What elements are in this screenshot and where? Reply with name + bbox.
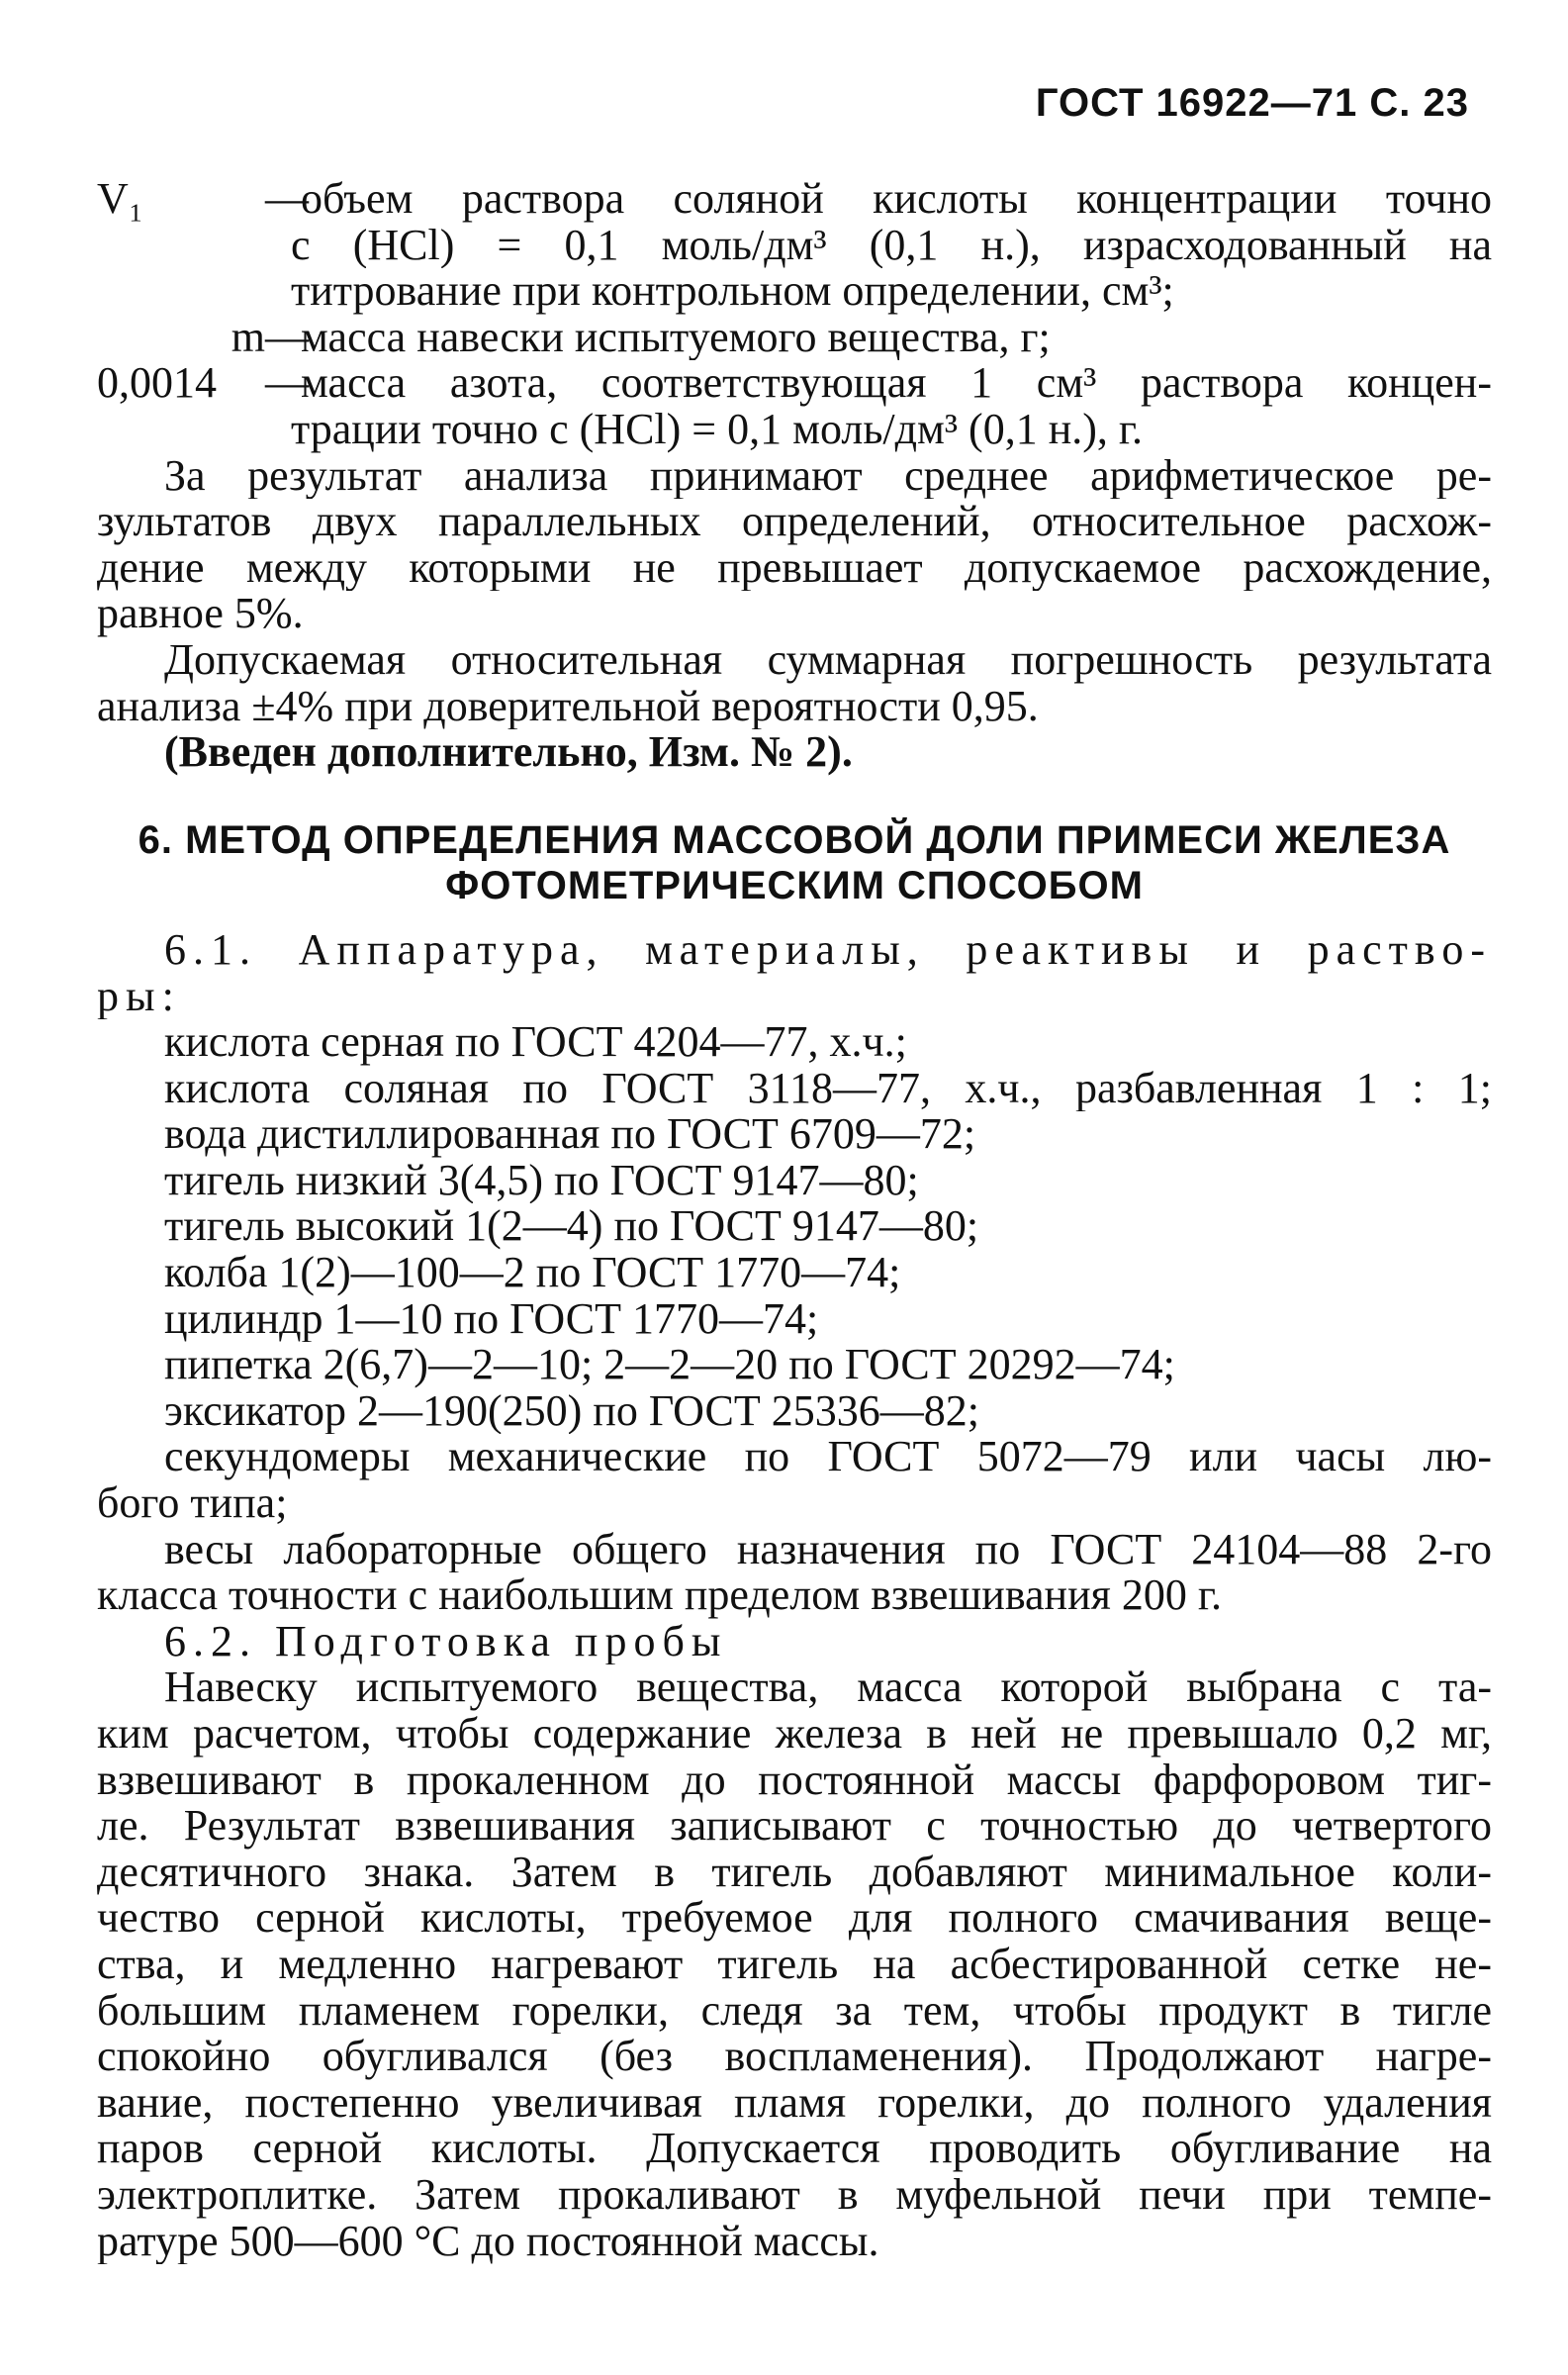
result-paragraph [97,453,1492,637]
paragraph-line: вание, постепенно увеличивая пламя горелки, до полного удаления [97,2079,1492,2127]
definitions-list [97,176,1492,453]
list-item: класса точности с наибольшим пределом взвешивания 200 г. [97,1572,1222,1619]
list-item: кислота соляная по ГОСТ 3118—77, х.ч., разбавленная 1 : 1; [164,1065,1492,1112]
equipment-list [97,1019,1492,1619]
paragraph-line: десятичного знака. Затем в тигель добавляют минимальное коли- [97,1849,1492,1896]
paragraph-line: дение между которыми не превышает допускаемое расхождение, [97,544,1492,592]
amendment-note: (Введен дополнительно, Изм. № 2). [164,729,853,776]
list-item: кислота серная по ГОСТ 4204—77, х.ч.; [164,1019,907,1066]
definition-text: трации точно c (HCl) = 0,1 моль/дм³ (0,1 н.), г. [291,406,1143,453]
running-header: ГОСТ 16922—71 С. 23 [1035,81,1469,125]
definition-term: V₁ [97,176,144,223]
section-title: ФОТОМЕТРИЧЕСКИМ СПОСОБОМ [445,864,1144,908]
paragraph-line: анализа ±4% при доверительной вероятности 0,95. [97,683,1039,730]
subsection-heading: 6.1. Аппаратура, материалы, реактивы и раство- [164,926,1492,974]
definition-coefficient [97,360,1492,452]
paragraph-line: ким расчетом, чтобы содержание железа в ней не превышало 0,2 мг, [97,1711,1492,1758]
paragraph-line: Допускаемая относительная суммарная погрешность результата [164,636,1492,684]
paragraph-line: большим пламенем горелки, следя за тем, чтобы продукт в тигле [97,1987,1492,2035]
paragraph-line: Навеску испытуемого вещества, масса которой выбрана с та- [164,1664,1492,1711]
paragraph-line: взвешивают в прокаленном до постоянной массы фарфоровом тиг- [97,1757,1492,1804]
definition-m [97,315,1492,361]
definition-text: объем раствора соляной кислоты концентрации точно [301,176,1492,223]
definition-dash: — [265,314,309,361]
list-item: тигель низкий 3(4,5) по ГОСТ 9147—80; [164,1157,919,1204]
subsection-6-1 [97,927,1492,1619]
section-title: 6. МЕТОД ОПРЕДЕЛЕНИЯ МАССОВОЙ ДОЛИ ПРИМЕСИ ЖЕЛЕЗА [138,817,1451,862]
paragraph-line: паров серной кислоты. Допускается проводить обугливание на [97,2126,1492,2172]
subsection-heading: ры: [97,973,181,1020]
definition-text: c (HCl) = 0,1 моль/дм³ (0,1 н.), израсходованный на [291,222,1492,269]
section-heading [97,817,1492,909]
paragraph-line: чество серной кислоты, требуемое для полного смачивания веще- [97,1895,1492,1942]
list-item: эксикатор 2—190(250) по ГОСТ 25336—82; [164,1387,979,1435]
subsection-heading: 6.2. Подготовка пробы [164,1618,728,1665]
subsection-6-2 [97,1619,1492,2264]
definition-text: титрование при контрольном определении, см³; [291,268,1174,315]
paragraph-line: равное 5%. [97,591,304,637]
list-item: цилиндр 1—10 по ГОСТ 1770—74; [164,1295,819,1343]
paragraph-line: ства, и медленно нагревают тигель на асбестированной сетке не- [97,1941,1492,1988]
error-paragraph [97,637,1492,729]
paragraph-line: За результат анализа принимают среднее арифметическое ре- [164,452,1492,500]
definition-text: масса азота, соответствующая 1 см³ раствора концен- [301,360,1492,407]
paragraph-line: ле. Результат взвешивания записывают с точностью до четвертого [97,1803,1492,1850]
paragraph-line: спокойно обугливался (без воспламенения). Продолжают нагре- [97,2034,1492,2080]
list-item: бого типа; [97,1480,288,1527]
paragraph-line: ратуре 500—600 °С до постоянной массы. [97,2218,879,2265]
list-item: пипетка 2(6,7)—2—10; 2—2—20 по ГОСТ 20292—74; [164,1342,1175,1388]
definition-dash: — [265,360,309,407]
definition-text: масса навески испытуемого вещества, г; [301,314,1051,361]
list-item: секундомеры механические по ГОСТ 5072—79 или часы лю- [164,1434,1492,1481]
list-item: тигель высокий 1(2—4) по ГОСТ 9147—80; [164,1203,979,1251]
definition-v1 [97,176,1492,315]
list-item: вода дистиллированная по ГОСТ 6709—72; [164,1111,976,1158]
definition-term: 0,0014 [97,360,217,407]
list-item: колба 1(2)—100—2 по ГОСТ 1770—74; [164,1250,901,1296]
paragraph-line: зультатов двух параллельных определений, относительное расхож- [97,499,1492,545]
list-item: весы лабораторные общего назначения по ГОСТ 24104—88 2-го [164,1526,1492,1573]
paragraph-line: электроплитке. Затем прокаливают в муфельной печи при темпе- [97,2171,1492,2219]
definition-term: m [231,314,265,361]
definition-dash: — [265,176,309,223]
page-body [97,176,1492,2264]
sample-prep-paragraph [97,1664,1492,2264]
